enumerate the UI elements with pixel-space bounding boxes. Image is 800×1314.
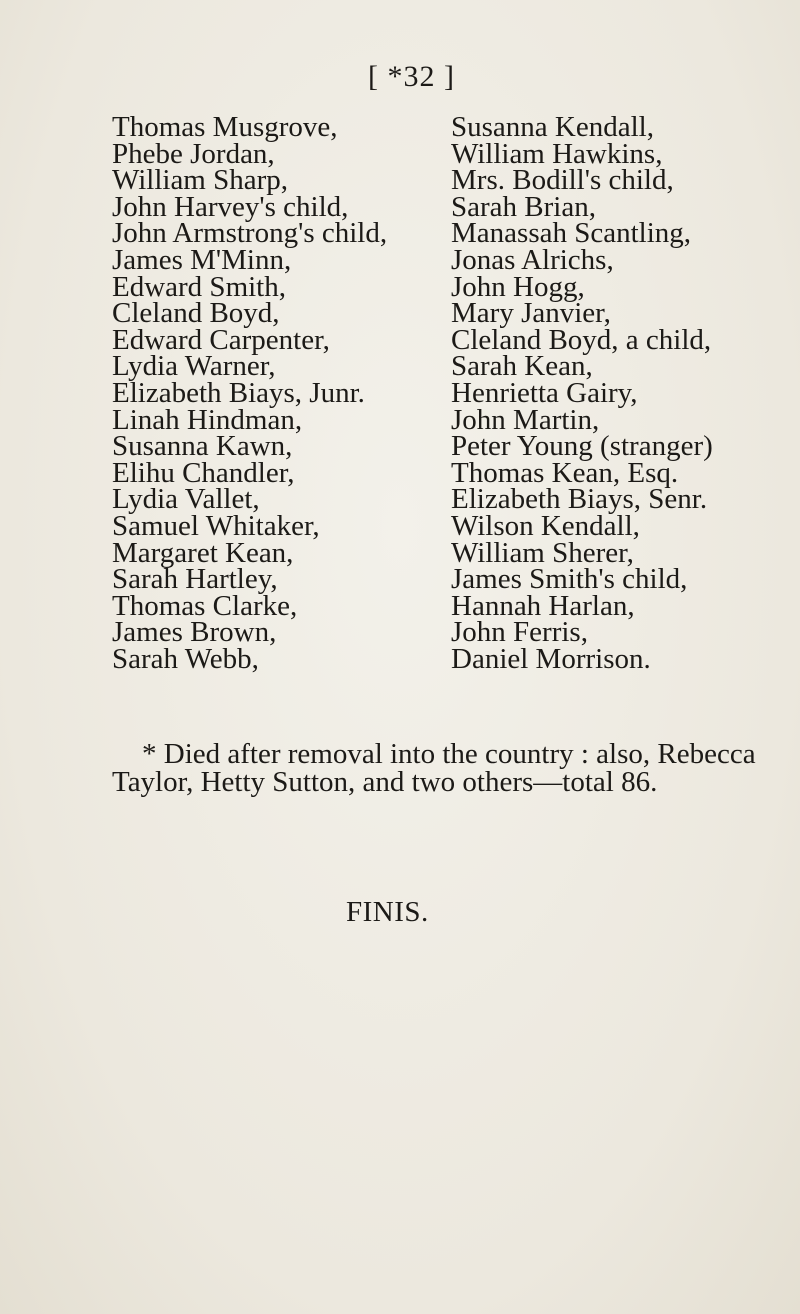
name-entry: Thomas Clarke, [112,589,298,622]
name-entry: Sarah Brian, [451,190,596,223]
name-entry: Elihu Chandler, [112,456,295,489]
footnote-line-2: Taylor, Hetty Sutton, and two others—total 86. [112,766,658,798]
name-entry: William Sharp, [112,164,289,197]
name-entry: John Ferris, [451,616,588,649]
right-name-column [451,111,713,675]
name-entry: Cleland Boyd, [112,297,280,330]
footnote [112,738,756,798]
name-entry: Henrietta Gairy, [451,376,638,409]
name-entry: Cleland Boyd, a child, [451,323,712,356]
name-entry: John Harvey's child, [112,190,349,223]
name-entry: Daniel Morrison. [451,642,651,675]
name-entry: James Smith's child, [451,563,688,596]
left-name-column [112,111,388,675]
name-entry: Linah Hindman, [112,403,303,436]
name-entry: Lydia Warner, [112,350,276,383]
name-entry: Mary Janvier, [451,297,611,330]
page-number: [ *32 ] [368,60,455,93]
name-entry: Mrs. Bodill's child, [451,164,674,197]
name-entry: James M'Minn, [112,243,292,276]
name-entry: Sarah Kean, [451,350,593,383]
name-entry: Peter Young (stranger) [451,430,713,463]
name-entry: James Brown, [112,616,277,649]
name-entry: Jonas Alrichs, [451,243,614,276]
name-entry: Thomas Kean, Esq. [451,456,679,489]
name-entry: Samuel Whitaker, [112,509,320,542]
name-entry: Susanna Kawn, [112,430,293,463]
finis-heading: FINIS. [346,896,429,928]
name-entry: Phebe Jordan, [112,137,275,170]
name-entry: John Armstrong's child, [112,217,388,250]
name-entry: Edward Smith, [112,270,286,303]
name-entry: Sarah Webb, [112,642,259,675]
name-entry: John Martin, [451,403,600,436]
footnote-line-1: * Died after removal into the country : also, Rebecca [142,738,756,770]
name-entry: Manassah Scantling, [451,217,692,250]
name-entry: Thomas Musgrove, [112,111,338,143]
name-entry: Margaret Kean, [112,536,294,569]
name-entry: Elizabeth Biays, Senr. [451,483,708,516]
name-entry: Edward Carpenter, [112,323,330,356]
name-entry: Susanna Kendall, [451,111,654,143]
name-entry: Lydia Vallet, [112,483,260,516]
name-entry: William Hawkins, [451,137,663,170]
name-entry: Hannah Harlan, [451,589,635,622]
name-entry: William Sherer, [451,536,634,569]
name-entry: Wilson Kendall, [451,509,640,542]
name-entry: John Hogg, [451,270,585,303]
name-entry: Elizabeth Biays, Junr. [112,376,365,409]
name-entry: Sarah Hartley, [112,563,278,596]
